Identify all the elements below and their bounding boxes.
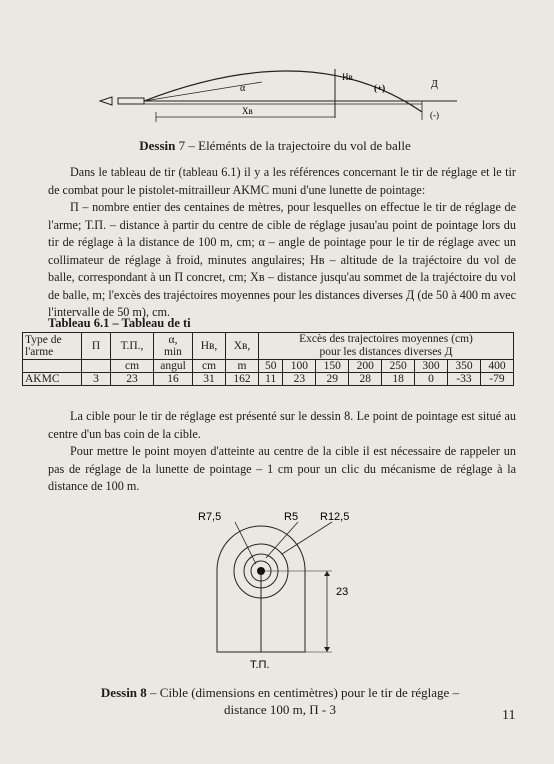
alpha-label: α bbox=[240, 83, 246, 94]
figure8-caption-bold: Dessin 8 bbox=[100, 685, 147, 700]
page-number: 11 bbox=[502, 708, 516, 723]
distance-cell: 200 bbox=[349, 360, 382, 373]
excess-cell: 0 bbox=[415, 373, 448, 386]
distance-cell: 100 bbox=[283, 360, 316, 373]
unit-cell: cm bbox=[193, 360, 226, 373]
row-type: AKMC bbox=[23, 373, 82, 386]
r125-label: R12,5 bbox=[320, 511, 350, 523]
header-type: Type de l'arme bbox=[23, 333, 82, 360]
muzzle-arrow-icon bbox=[100, 97, 112, 105]
intro-paragraphs bbox=[48, 164, 516, 322]
table-row bbox=[23, 373, 514, 386]
distance-cell: 250 bbox=[382, 360, 415, 373]
table-title: Tableau 6.1 – Tableau de ti bbox=[48, 316, 191, 330]
distance-cell: 50 bbox=[259, 360, 283, 373]
r5-label: R5 bbox=[284, 511, 299, 523]
target-paragraphs bbox=[48, 408, 516, 496]
distance-cell: 350 bbox=[448, 360, 481, 373]
distance-cell: 400 bbox=[480, 360, 513, 373]
header-excess: Excès des trajectoires moyennes (cm) pour les distances diverses Д bbox=[259, 333, 514, 360]
xb-label: Xв bbox=[242, 106, 253, 116]
figure7-caption-text: 7 – Eléménts de la trajectoire du vol de balle bbox=[175, 138, 411, 153]
d-label: Д bbox=[431, 79, 438, 90]
table-header-row bbox=[23, 333, 514, 360]
target-diagram bbox=[180, 506, 380, 678]
excess-cell: 29 bbox=[316, 373, 349, 386]
dim-23-label: 23 bbox=[336, 586, 349, 598]
distance-cell: 150 bbox=[316, 360, 349, 373]
unit-cell: cm bbox=[111, 360, 154, 373]
header-tp: Т.П., bbox=[111, 333, 154, 360]
header-alpha: α, min bbox=[154, 333, 193, 360]
excess-cell: 28 bbox=[349, 373, 382, 386]
intro-paragraph: Dans le tableau de tir (tableau 6.1) il y a les références concernant le tir de réglage et le tir de combat pour le pistolet-mitrailleur AKMC muni d'une lunette de pointage: bbox=[48, 165, 516, 197]
minus-label: (-) bbox=[430, 110, 439, 120]
figure7-caption bbox=[60, 138, 490, 154]
figure7-caption-bold: Dessin bbox=[139, 138, 176, 153]
target-paragraph: La cible pour le tir de réglage est présenté sur le dessin 8. Le point de pointage est situé au centre d'un bas coin de la cible. bbox=[48, 409, 516, 441]
excess-cell: 18 bbox=[382, 373, 415, 386]
plus-label: (+) bbox=[374, 83, 386, 93]
firing-table bbox=[22, 332, 514, 386]
unit-cell: m bbox=[226, 360, 259, 373]
header-p: П bbox=[82, 333, 111, 360]
definitions-paragraph: П – nombre entier des centaines de mètres, pour lesquelles on effectue le tir de réglage de l'arme; Т.П. – distance à partir du centre de cible de réglage jusau'au point de pointage lors du tir de réglage à la distance de 100 m, cm; α – angle de pointage pour le tir de réglage avec un collimateur de réglage à froid, minutes angulaires; Hв – altitude de la trajéctoire du vol de balle, correspondant à un П concret, cm; Xв – distance jusqu'au sommet de la trajéctoire du vol de balle, m; l'excès des trajéctoires moyennes pour les distances diverses Д (de 50 à 400 m avec l'intervalle de 50 m), cm. bbox=[48, 200, 516, 319]
excess-cell: -79 bbox=[480, 373, 513, 386]
distance-cell: 300 bbox=[415, 360, 448, 373]
figure8-caption-line1: – Cible (dimensions en centimètres) pour le tir de réglage – bbox=[146, 685, 460, 700]
row-hb: 31 bbox=[193, 373, 226, 386]
excess-cell: 23 bbox=[283, 373, 316, 386]
r75-label: R7,5 bbox=[198, 511, 222, 523]
table-units-row bbox=[23, 360, 514, 373]
row-p: 3 bbox=[82, 373, 111, 386]
unit-cell: angul bbox=[154, 360, 193, 373]
figure8-caption-line2: distance 100 m, П - 3 bbox=[224, 702, 336, 717]
header-hb: Hв, bbox=[193, 333, 226, 360]
header-xb: Xв, bbox=[226, 333, 259, 360]
hb-label: Hв bbox=[342, 72, 353, 82]
row-tp: 23 bbox=[111, 373, 154, 386]
adjustment-paragraph: Pour mettre le point moyen d'atteinte au centre de la cible il est nécessaire de rappeler un pas de réglage de la lunette de pointage – 1 cm pour un clic du mécanisme de réglage à la distance de 100 m. bbox=[48, 444, 516, 493]
tp-label: Т.П. bbox=[250, 659, 270, 671]
rifle-icon bbox=[118, 98, 144, 104]
r125-leader bbox=[282, 522, 332, 554]
excess-cell: -33 bbox=[448, 373, 481, 386]
row-alpha: 16 bbox=[154, 373, 193, 386]
trajectory-diagram bbox=[92, 60, 472, 126]
excess-cell: 11 bbox=[259, 373, 283, 386]
figure8-caption bbox=[60, 684, 500, 718]
row-xb: 162 bbox=[226, 373, 259, 386]
